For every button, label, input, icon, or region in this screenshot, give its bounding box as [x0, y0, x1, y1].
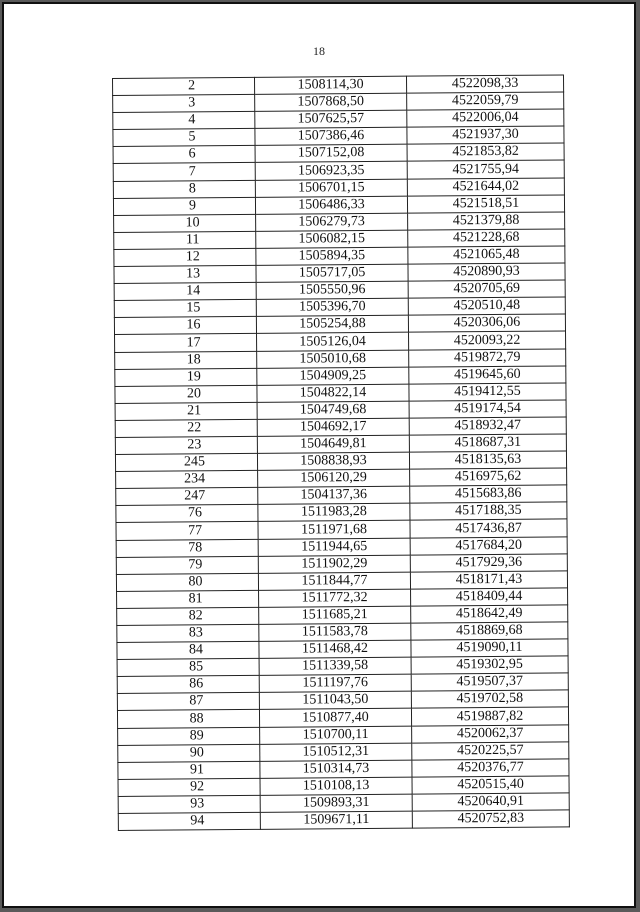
document-page [2, 2, 636, 908]
x-coordinate-cell: 1506486,33 [255, 196, 407, 214]
x-coordinate-cell: 1510314,73 [260, 760, 412, 778]
y-coordinate-cell: 4519174,54 [409, 400, 566, 418]
coordinates-table [112, 74, 570, 831]
y-coordinate-cell: 4519507,37 [411, 673, 568, 691]
x-coordinate-cell: 1511685,21 [259, 606, 411, 624]
point-number-cell: 234 [116, 471, 258, 489]
x-coordinate-cell: 1506923,35 [255, 162, 407, 180]
y-coordinate-cell: 4519412,55 [409, 383, 566, 401]
y-coordinate-cell: 4515683,86 [410, 485, 567, 503]
point-number-cell: 14 [114, 282, 256, 300]
y-coordinate-cell: 4518642,49 [411, 605, 568, 623]
point-number-cell: 80 [116, 573, 258, 591]
x-coordinate-cell: 1511971,68 [258, 521, 410, 539]
y-coordinate-cell: 4522098,33 [406, 75, 563, 93]
point-number-cell: 21 [115, 402, 257, 420]
point-number-cell: 9 [113, 197, 255, 215]
y-coordinate-cell: 4519645,60 [409, 366, 566, 384]
y-coordinate-cell: 4517188,35 [410, 502, 567, 520]
point-number-cell: 247 [116, 488, 258, 506]
x-coordinate-cell: 1511197,76 [259, 674, 411, 692]
point-number-cell: 7 [113, 163, 255, 181]
x-coordinate-cell: 1508838,93 [257, 452, 409, 470]
y-coordinate-cell: 4518135,63 [409, 451, 566, 469]
point-number-cell: 11 [114, 231, 256, 249]
point-number-cell: 6 [113, 146, 255, 164]
point-number-cell: 92 [118, 778, 260, 796]
point-number-cell: 19 [115, 368, 257, 386]
y-coordinate-cell: 4518869,68 [411, 622, 568, 640]
y-coordinate-cell: 4519702,58 [411, 690, 568, 708]
x-coordinate-cell: 1511944,65 [258, 538, 410, 556]
point-number-cell: 16 [114, 317, 256, 335]
x-coordinate-cell: 1504909,25 [257, 367, 409, 385]
point-number-cell: 15 [114, 300, 256, 318]
x-coordinate-cell: 1509671,11 [260, 811, 412, 829]
point-number-cell: 90 [118, 744, 260, 762]
y-coordinate-cell: 4521853,82 [407, 143, 564, 161]
point-number-cell: 87 [117, 693, 259, 711]
y-coordinate-cell: 4522059,79 [407, 92, 564, 110]
y-coordinate-cell: 4517929,36 [410, 554, 567, 572]
x-coordinate-cell: 1507625,57 [255, 110, 407, 128]
y-coordinate-cell: 4521065,48 [408, 246, 565, 264]
y-coordinate-cell: 4520093,22 [409, 331, 566, 349]
y-coordinate-cell: 4520510,48 [408, 297, 565, 315]
point-number-cell: 2 [113, 77, 255, 95]
point-number-cell: 81 [117, 590, 259, 608]
y-coordinate-cell: 4521937,30 [407, 126, 564, 144]
y-coordinate-cell: 4521228,68 [408, 229, 565, 247]
x-coordinate-cell: 1504649,81 [257, 435, 409, 453]
point-number-cell: 8 [113, 180, 255, 198]
point-number-cell: 3 [113, 94, 255, 112]
y-coordinate-cell: 4520225,57 [412, 742, 569, 760]
point-number-cell: 93 [118, 795, 260, 813]
x-coordinate-cell: 1504822,14 [257, 384, 409, 402]
point-number-cell: 84 [117, 641, 259, 659]
y-coordinate-cell: 4520752,83 [412, 810, 569, 828]
x-coordinate-cell: 1504749,68 [257, 401, 409, 419]
x-coordinate-cell: 1505396,70 [256, 298, 408, 316]
point-number-cell: 82 [117, 607, 259, 625]
coordinates-table-body [113, 75, 570, 831]
x-coordinate-cell: 1507386,46 [255, 127, 407, 145]
y-coordinate-cell: 4520376,77 [412, 759, 569, 777]
y-coordinate-cell: 4520640,91 [412, 793, 569, 811]
x-coordinate-cell: 1505254,88 [256, 315, 408, 333]
x-coordinate-cell: 1511339,58 [259, 657, 411, 675]
point-number-cell: 85 [117, 659, 259, 677]
table-row [118, 810, 569, 831]
x-coordinate-cell: 1507868,50 [255, 93, 407, 111]
point-number-cell: 10 [114, 214, 256, 232]
y-coordinate-cell: 4521518,51 [407, 195, 564, 213]
y-coordinate-cell: 4521379,88 [408, 212, 565, 230]
y-coordinate-cell: 4517684,20 [410, 536, 567, 554]
x-coordinate-cell: 1506120,29 [258, 469, 410, 487]
x-coordinate-cell: 1505550,96 [256, 281, 408, 299]
x-coordinate-cell: 1510700,11 [260, 726, 412, 744]
y-coordinate-cell: 4520062,37 [412, 724, 569, 742]
y-coordinate-cell: 4520306,06 [408, 314, 565, 332]
x-coordinate-cell: 1511468,42 [259, 640, 411, 658]
x-coordinate-cell: 1505717,05 [256, 264, 408, 282]
x-coordinate-cell: 1511772,32 [259, 589, 411, 607]
page-number: 18 [313, 44, 325, 58]
point-number-cell: 78 [116, 539, 258, 557]
x-coordinate-cell: 1506701,15 [255, 179, 407, 197]
y-coordinate-cell: 4521644,02 [407, 178, 564, 196]
x-coordinate-cell: 1505894,35 [256, 247, 408, 265]
x-coordinate-cell: 1511583,78 [259, 623, 411, 641]
y-coordinate-cell: 4520705,69 [408, 280, 565, 298]
y-coordinate-cell: 4517436,87 [410, 519, 567, 537]
y-coordinate-cell: 4519090,11 [411, 639, 568, 657]
y-coordinate-cell: 4520515,40 [412, 776, 569, 794]
point-number-cell: 86 [117, 676, 259, 694]
x-coordinate-cell: 1504137,36 [258, 486, 410, 504]
x-coordinate-cell: 1511844,77 [258, 572, 410, 590]
y-coordinate-cell: 4519302,95 [411, 656, 568, 674]
y-coordinate-cell: 4522006,04 [407, 109, 564, 127]
point-number-cell: 77 [116, 522, 258, 540]
y-coordinate-cell: 4516975,62 [410, 468, 567, 486]
point-number-cell: 12 [114, 248, 256, 266]
x-coordinate-cell: 1505010,68 [257, 350, 409, 368]
x-coordinate-cell: 1508114,30 [254, 76, 406, 94]
point-number-cell: 13 [114, 265, 256, 283]
x-coordinate-cell: 1509893,31 [260, 794, 412, 812]
point-number-cell: 76 [116, 505, 258, 523]
point-number-cell: 91 [118, 761, 260, 779]
point-number-cell: 17 [115, 334, 257, 352]
point-number-cell: 83 [117, 624, 259, 642]
x-coordinate-cell: 1505126,04 [257, 333, 409, 351]
point-number-cell: 23 [115, 436, 257, 454]
point-number-cell: 20 [115, 385, 257, 403]
x-coordinate-cell: 1510512,31 [260, 743, 412, 761]
x-coordinate-cell: 1507152,08 [255, 145, 407, 163]
x-coordinate-cell: 1510108,13 [260, 777, 412, 795]
y-coordinate-cell: 4518409,44 [411, 588, 568, 606]
point-number-cell: 4 [113, 112, 255, 130]
point-number-cell: 245 [115, 453, 257, 471]
y-coordinate-cell: 4519887,82 [411, 707, 568, 725]
point-number-cell: 88 [117, 710, 259, 728]
y-coordinate-cell: 4519872,79 [409, 348, 566, 366]
y-coordinate-cell: 4521755,94 [407, 160, 564, 178]
x-coordinate-cell: 1511983,28 [258, 504, 410, 522]
y-coordinate-cell: 4518171,43 [410, 571, 567, 589]
y-coordinate-cell: 4518932,47 [409, 417, 566, 435]
x-coordinate-cell: 1504692,17 [257, 418, 409, 436]
x-coordinate-cell: 1511043,50 [259, 692, 411, 710]
point-number-cell: 89 [118, 727, 260, 745]
point-number-cell: 18 [115, 351, 257, 369]
y-coordinate-cell: 4518687,31 [409, 434, 566, 452]
point-number-cell: 5 [113, 129, 255, 147]
x-coordinate-cell: 1506279,73 [256, 213, 408, 231]
point-number-cell: 22 [115, 419, 257, 437]
point-number-cell: 94 [118, 812, 260, 830]
point-number-cell: 79 [116, 556, 258, 574]
x-coordinate-cell: 1506082,15 [256, 230, 408, 248]
y-coordinate-cell: 4520890,93 [408, 263, 565, 281]
x-coordinate-cell: 1510877,40 [259, 709, 411, 727]
x-coordinate-cell: 1511902,29 [258, 555, 410, 573]
